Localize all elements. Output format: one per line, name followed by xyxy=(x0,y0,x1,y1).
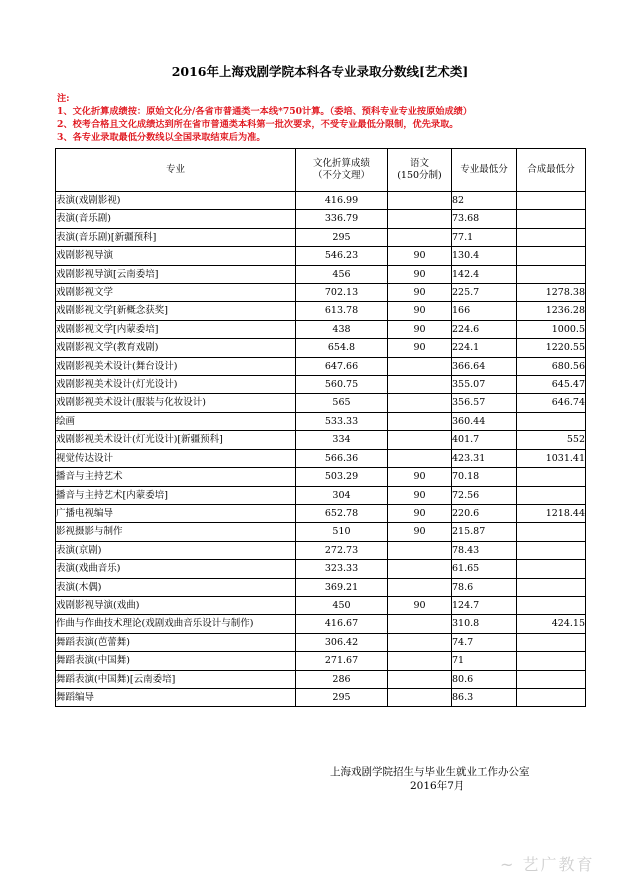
table-row xyxy=(56,449,586,467)
header-chinese-line1: 语文 xyxy=(409,158,429,169)
header-major: 专业 xyxy=(56,149,296,192)
cell-chinese xyxy=(388,192,452,210)
cell-total-min xyxy=(517,192,586,210)
table-row xyxy=(56,468,586,486)
cell-total-min: 1278.38 xyxy=(517,284,586,302)
table-row xyxy=(56,394,586,412)
footer-office: 上海戏剧学院招生与毕业生就业工作办公室 xyxy=(330,766,530,778)
cell-prof-min: 74.7 xyxy=(452,633,517,651)
cell-prof-min: 78.6 xyxy=(452,578,517,596)
cell-culture: 304 xyxy=(296,486,388,504)
cell-prof-min: 73.68 xyxy=(452,210,517,228)
cell-major: 戏剧影视文学[新概念获奖] xyxy=(56,302,296,320)
cell-total-min: 645.47 xyxy=(517,376,586,394)
cell-prof-min: 86.3 xyxy=(452,688,517,706)
cell-major: 表演(戏曲音乐) xyxy=(56,560,296,578)
cell-culture: 456 xyxy=(296,265,388,283)
cell-chinese: 90 xyxy=(388,320,452,338)
header-culture-line2: （不分文理） xyxy=(312,170,370,181)
cell-prof-min: 70.18 xyxy=(452,468,517,486)
table-row xyxy=(56,504,586,522)
cell-major: 戏剧影视美术设计(灯光设计) xyxy=(56,376,296,394)
cell-chinese: 90 xyxy=(388,247,452,265)
cell-chinese xyxy=(388,394,452,412)
cell-culture: 546.23 xyxy=(296,247,388,265)
table-row xyxy=(56,339,586,357)
cell-prof-min: 356.57 xyxy=(452,394,517,412)
cell-major: 戏剧影视导演[云南委培] xyxy=(56,265,296,283)
cell-culture: 271.67 xyxy=(296,652,388,670)
note-item: 2、校考合格且文化成绩达到所在省市普通类本科第一批次要求，不受专业最低分限制，优先录取。 xyxy=(57,119,459,130)
cell-prof-min: 61.65 xyxy=(452,560,517,578)
cell-prof-min: 77.1 xyxy=(452,228,517,246)
footer-date: 2016年7月 xyxy=(410,780,465,792)
cell-total-min xyxy=(517,541,586,559)
footer xyxy=(330,765,530,793)
cell-chinese xyxy=(388,578,452,596)
cell-major: 播音与主持艺术 xyxy=(56,468,296,486)
cell-prof-min: 215.87 xyxy=(452,523,517,541)
header-prof-min: 专业最低分 xyxy=(452,149,517,192)
note-item: 3、各专业录取最低分数线以全国录取结束后为准。 xyxy=(57,132,266,143)
cell-culture: 652.78 xyxy=(296,504,388,522)
cell-chinese xyxy=(388,633,452,651)
cell-culture: 323.33 xyxy=(296,560,388,578)
cell-culture: 334 xyxy=(296,431,388,449)
cell-culture: 438 xyxy=(296,320,388,338)
table-row xyxy=(56,210,586,228)
table-row xyxy=(56,192,586,210)
cell-major: 戏剧影视文学[内蒙委培] xyxy=(56,320,296,338)
header-culture xyxy=(296,149,388,192)
table-row xyxy=(56,560,586,578)
cell-major: 舞蹈编导 xyxy=(56,688,296,706)
score-table xyxy=(55,148,586,707)
cell-major: 戏剧影视导演(戏曲) xyxy=(56,596,296,614)
table-row xyxy=(56,376,586,394)
cell-chinese: 90 xyxy=(388,504,452,522)
cell-prof-min: 225.7 xyxy=(452,284,517,302)
cell-chinese: 90 xyxy=(388,596,452,614)
cell-culture: 272.73 xyxy=(296,541,388,559)
table-row xyxy=(56,486,586,504)
note-item: 1、文化折算成绩按：原始文化分/各省市普通类一本线*750计算。（委培、预科专业专业按原始成绩） xyxy=(57,106,473,117)
cell-major: 舞蹈表演(中国舞)[云南委培] xyxy=(56,670,296,688)
cell-culture: 295 xyxy=(296,228,388,246)
cell-total-min: 1220.55 xyxy=(517,339,586,357)
cell-chinese xyxy=(388,376,452,394)
cell-major: 影视摄影与制作 xyxy=(56,523,296,541)
cell-culture: 306.42 xyxy=(296,633,388,651)
cell-culture: 565 xyxy=(296,394,388,412)
cell-total-min xyxy=(517,633,586,651)
cell-culture: 286 xyxy=(296,670,388,688)
cell-chinese: 90 xyxy=(388,339,452,357)
cell-major: 表演(木偶) xyxy=(56,578,296,596)
cell-major: 作曲与作曲技术理论(戏剧戏曲音乐设计与制作) xyxy=(56,615,296,633)
cell-culture: 533.33 xyxy=(296,412,388,430)
cell-culture: 369.21 xyxy=(296,578,388,596)
cell-culture: 416.67 xyxy=(296,615,388,633)
cell-major: 表演(音乐剧) xyxy=(56,210,296,228)
cell-prof-min: 72.56 xyxy=(452,486,517,504)
cell-culture: 654.8 xyxy=(296,339,388,357)
header-culture-line1: 文化折算成绩 xyxy=(312,158,370,169)
cell-prof-min: 78.43 xyxy=(452,541,517,559)
cell-culture: 295 xyxy=(296,688,388,706)
page-title: 2016年上海戏剧学院本科各专业录取分数线[艺术类] xyxy=(171,64,469,79)
table-row xyxy=(56,670,586,688)
cell-prof-min: 71 xyxy=(452,652,517,670)
cell-prof-min: 360.44 xyxy=(452,412,517,430)
cell-total-min xyxy=(517,228,586,246)
cell-total-min xyxy=(517,578,586,596)
cell-prof-min: 142.4 xyxy=(452,265,517,283)
cell-major: 戏剧影视美术设计(舞台设计) xyxy=(56,357,296,375)
table-header-row xyxy=(56,149,586,192)
cell-prof-min: 82 xyxy=(452,192,517,210)
cell-chinese: 90 xyxy=(388,284,452,302)
cell-total-min xyxy=(517,486,586,504)
cell-major: 戏剧影视文学 xyxy=(56,284,296,302)
cell-culture: 336.79 xyxy=(296,210,388,228)
cell-major: 表演(京剧) xyxy=(56,541,296,559)
cell-total-min xyxy=(517,247,586,265)
table-row xyxy=(56,523,586,541)
cell-culture: 416.99 xyxy=(296,192,388,210)
cell-total-min: 552 xyxy=(517,431,586,449)
cell-prof-min: 401.7 xyxy=(452,431,517,449)
table-body xyxy=(56,192,586,707)
cell-total-min: 1000.5 xyxy=(517,320,586,338)
cell-prof-min: 355.07 xyxy=(452,376,517,394)
cell-total-min: 424.15 xyxy=(517,615,586,633)
cell-major: 播音与主持艺术[内蒙委培] xyxy=(56,486,296,504)
cell-prof-min: 124.7 xyxy=(452,596,517,614)
cell-total-min: 1031.41 xyxy=(517,449,586,467)
table-row xyxy=(56,431,586,449)
cell-culture: 450 xyxy=(296,596,388,614)
cell-major: 戏剧影视美术设计(灯光设计)[新疆预科] xyxy=(56,431,296,449)
cell-chinese: 90 xyxy=(388,265,452,283)
cell-prof-min: 224.1 xyxy=(452,339,517,357)
cell-total-min xyxy=(517,688,586,706)
cell-total-min xyxy=(517,468,586,486)
cell-chinese xyxy=(388,652,452,670)
cell-chinese: 90 xyxy=(388,486,452,504)
cell-culture: 702.13 xyxy=(296,284,388,302)
cell-culture: 647.66 xyxy=(296,357,388,375)
cell-chinese: 90 xyxy=(388,523,452,541)
table-row xyxy=(56,578,586,596)
cell-prof-min: 224.6 xyxy=(452,320,517,338)
cell-major: 戏剧影视导演 xyxy=(56,247,296,265)
table-row xyxy=(56,596,586,614)
cell-prof-min: 80.6 xyxy=(452,670,517,688)
cell-culture: 566.36 xyxy=(296,449,388,467)
cell-culture: 613.78 xyxy=(296,302,388,320)
cell-major: 表演(音乐剧)[新疆预科] xyxy=(56,228,296,246)
cell-prof-min: 423.31 xyxy=(452,449,517,467)
cell-major: 舞蹈表演(中国舞) xyxy=(56,652,296,670)
cell-prof-min: 166 xyxy=(452,302,517,320)
notes-heading: 注: xyxy=(57,93,70,104)
cell-major: 视觉传达设计 xyxy=(56,449,296,467)
cell-total-min xyxy=(517,210,586,228)
cell-chinese xyxy=(388,541,452,559)
cell-chinese xyxy=(388,210,452,228)
cell-total-min xyxy=(517,560,586,578)
cell-prof-min: 220.6 xyxy=(452,504,517,522)
cell-chinese xyxy=(388,412,452,430)
cell-chinese xyxy=(388,357,452,375)
table-row xyxy=(56,247,586,265)
table-row xyxy=(56,688,586,706)
cell-total-min xyxy=(517,523,586,541)
cell-major: 表演(戏剧影视) xyxy=(56,192,296,210)
cell-total-min: 1218.44 xyxy=(517,504,586,522)
cell-chinese: 90 xyxy=(388,302,452,320)
cell-major: 广播电视编导 xyxy=(56,504,296,522)
notes xyxy=(57,92,617,144)
cell-culture: 560.75 xyxy=(296,376,388,394)
table-row xyxy=(56,302,586,320)
cell-total-min: 1236.28 xyxy=(517,302,586,320)
table-row xyxy=(56,633,586,651)
cell-total-min xyxy=(517,652,586,670)
table-row xyxy=(56,320,586,338)
cell-chinese xyxy=(388,615,452,633)
cell-total-min: 646.74 xyxy=(517,394,586,412)
table-row xyxy=(56,541,586,559)
cell-prof-min: 130.4 xyxy=(452,247,517,265)
cell-major: 舞蹈表演(芭蕾舞) xyxy=(56,633,296,651)
cell-chinese xyxy=(388,228,452,246)
cell-chinese xyxy=(388,688,452,706)
cell-chinese xyxy=(388,560,452,578)
cell-chinese: 90 xyxy=(388,468,452,486)
cell-total-min xyxy=(517,265,586,283)
table-row xyxy=(56,284,586,302)
cell-major: 戏剧影视文学(教育戏剧) xyxy=(56,339,296,357)
cell-chinese xyxy=(388,670,452,688)
header-chinese-line2: (150分制) xyxy=(397,170,442,181)
table-row xyxy=(56,615,586,633)
cell-total-min xyxy=(517,412,586,430)
cell-prof-min: 310.8 xyxy=(452,615,517,633)
header-total-min: 合成最低分 xyxy=(517,149,586,192)
cell-total-min: 680.56 xyxy=(517,357,586,375)
table-row xyxy=(56,357,586,375)
cell-total-min xyxy=(517,596,586,614)
watermark: ~ 艺广教育 xyxy=(500,855,595,874)
cell-chinese xyxy=(388,431,452,449)
cell-culture: 510 xyxy=(296,523,388,541)
table-row xyxy=(56,228,586,246)
cell-major: 绘画 xyxy=(56,412,296,430)
table-row xyxy=(56,265,586,283)
cell-chinese xyxy=(388,449,452,467)
table-row xyxy=(56,412,586,430)
cell-culture: 503.29 xyxy=(296,468,388,486)
cell-total-min xyxy=(517,670,586,688)
table-row xyxy=(56,652,586,670)
cell-major: 戏剧影视美术设计(服装与化妆设计) xyxy=(56,394,296,412)
header-chinese xyxy=(388,149,452,192)
cell-prof-min: 366.64 xyxy=(452,357,517,375)
